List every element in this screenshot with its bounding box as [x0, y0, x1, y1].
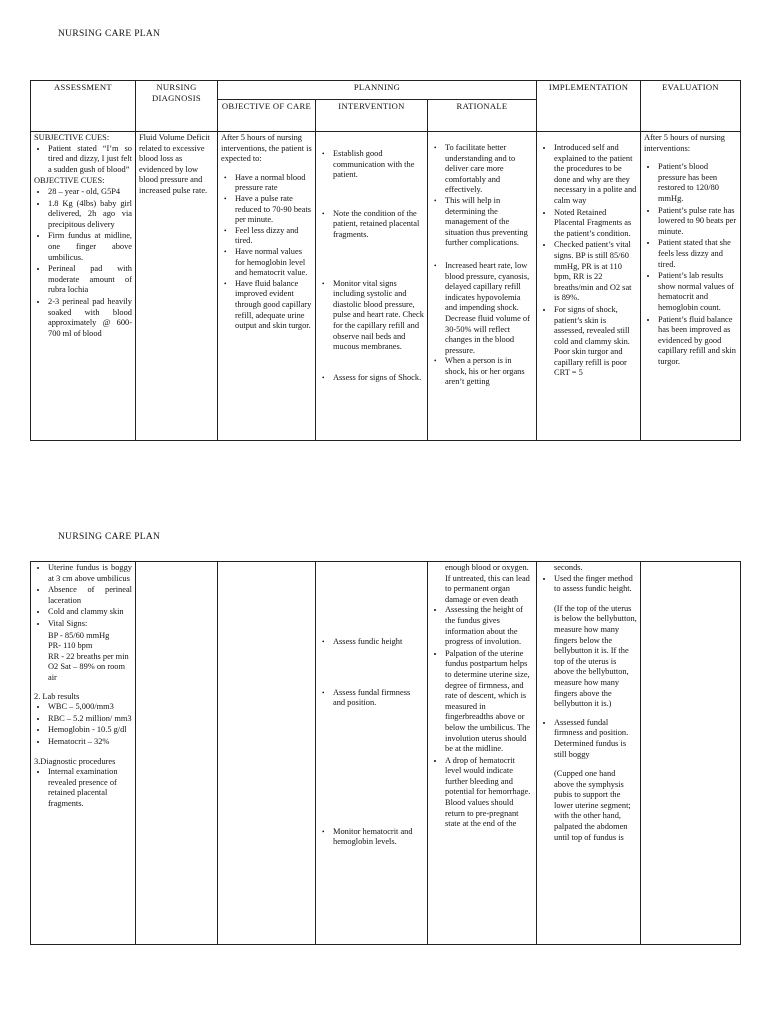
rationale-continued-text: enough blood or oxygen. If untreated, this can lead to permanent organ damage or even death: [445, 563, 530, 604]
implementation-continued-text: seconds.: [554, 563, 583, 572]
list-item: • Hemoglobin - 10.5 g/dl: [48, 725, 132, 736]
list-item: • Have a normal blood pressure rate: [235, 173, 312, 194]
list-item: • Used the finger method to assess fundic height.: [554, 574, 637, 595]
header-nursing-diagnosis: NURSING DIAGNOSIS: [136, 81, 218, 132]
list-item: • Assess for signs of Shock.: [333, 373, 424, 384]
list-item: • Patient stated that she feels less dizzy and tired.: [658, 238, 737, 270]
list-item: • When a person is in shock, his or her organs aren’t getting: [445, 356, 533, 388]
list-item: • This will help in determining the management of the situation thus preventing further complications.: [445, 196, 533, 249]
page-title: NURSING CARE PLAN: [58, 532, 161, 542]
list-item: • Patient’s fluid balance has been improved as evidenced by good capillary refill and skin turgor.: [658, 315, 737, 368]
objective-cues-label: OBJECTIVE CUES:: [34, 176, 105, 186]
implementation-cell: [537, 562, 641, 945]
intervention-cell: [316, 562, 428, 945]
care-plan-table-continued: [30, 561, 741, 945]
intervention-cell: [316, 132, 428, 441]
list-item: • Noted Retained Placental Fragments as the patient’s condition.: [554, 208, 637, 240]
list-item: • Monitor hematocrit and hemoglobin levels.: [333, 827, 424, 848]
vital-signs-values: [34, 631, 132, 684]
intervention-list: [319, 149, 424, 383]
list-item: • 1.8 Kg (4lbs) baby girl delivered, 2h ago via precipitous delivery: [48, 199, 132, 231]
header-objective-of-care: OBJECTIVE OF CARE: [218, 100, 316, 132]
nursing-diagnosis-text: Fluid Volume Deficit related to excessive blood loss as evidenced by low blood pressure and increased pulse rate.: [139, 133, 210, 195]
list-item: • Checked patient’s vital signs. BP is still 85/60 mmHg, PR is at 110 bpm, RR is 22 breaths/min and O2 sat is 89%.: [554, 240, 637, 304]
list-item: • Increased heart rate, low blood pressure, cyanosis, delayed capillary refill indicates hypovolemia and impending shock. Decrease fluid volume of 30-50% will reflect changes in the blood pressure.: [445, 261, 533, 356]
diagnostic-procedures-list: [34, 767, 132, 809]
implementation-note: (Cupped one hand above the symphysis pubis to support the lower uterine segment; with the other hand, palpated the abdomen until top of fundus is: [554, 769, 631, 842]
list-item: • A drop of hematocrit level would indicate further bleeding and potential for hemorrhage. Blood values should return to pre-pregnant state at the end of the: [445, 756, 533, 830]
evaluation-intro: After 5 hours of nursing interventions:: [644, 133, 725, 153]
list-item: • For signs of shock, patient’s skin is assessed, revealed still cold and clammy skin. Poor skin turgor and capillary refill is poor CRT = 5: [554, 305, 637, 379]
list-item: • Feel less dizzy and tired.: [235, 226, 312, 247]
list-item: • Assessing the height of the fundus gives information about the progress of involution.: [445, 605, 533, 647]
vital-sign: O2 Sat – 89% on room air: [48, 662, 125, 682]
evaluation-list: [644, 162, 737, 367]
list-item: • Assessed fundal firmness and position. Determined fundus is still boggy: [554, 718, 637, 760]
diagnostic-procedures-heading: 3.Diagnostic procedures: [34, 756, 116, 766]
intervention-list: [319, 637, 424, 848]
header-evaluation: EVALUATION: [641, 81, 741, 132]
list-item: • Internal examination revealed presence of retained placental fragments.: [48, 767, 132, 809]
nursing-diagnosis-cell: [136, 132, 218, 441]
assessment-list: [34, 563, 132, 630]
assessment-cell: [31, 132, 136, 441]
list-item: • Patient’s blood pressure has been restored to 120/80 mmHg.: [658, 162, 737, 204]
list-item: • Have fluid balance improved evident through good capillary refill, adequate urine output and skin turgor.: [235, 279, 312, 332]
header-implementation: IMPLEMENTATION: [537, 81, 641, 132]
vital-sign: PR- 110 bpm: [48, 641, 93, 651]
rationale-list: [431, 605, 533, 829]
list-item: • Note the condition of the patient, retained placental fragments.: [333, 209, 424, 241]
list-item: • Absence of perineal laceration: [48, 585, 132, 606]
list-item: • Have a pulse rate reduced to 70-90 beats per minute.: [235, 194, 312, 226]
subjective-cues-list: [34, 144, 132, 176]
list-item: • Firm fundus at midline, one finger above umbilicus.: [48, 231, 132, 263]
list-item: • Monitor vital signs including systolic and diastolic blood pressure, pulse and heart rate. Check for the capillary refill and observe nail beds and mucous membranes.: [333, 279, 424, 353]
list-item: • Hematocrit – 32%: [48, 737, 132, 748]
rationale-cell: [428, 562, 537, 945]
list-item: • Palpation of the uterine fundus postpartum helps to determine uterine size, degree of firmness, and rate of descent, which is measured in fingerbreadths above or below the umbilicus. The involution uterus should be at the midline.: [445, 649, 533, 755]
rationale-list: [431, 143, 533, 388]
list-item: • Have normal values for hemoglobin level and hematocrit value.: [235, 247, 312, 279]
evaluation-cell: [641, 562, 741, 945]
objective-list: [221, 173, 312, 332]
header-assessment: ASSESSMENT: [31, 81, 136, 132]
list-item: • 2-3 perineal pad heavily soaked with blood approximately @ 600-700 ml of blood: [48, 297, 132, 339]
nursing-diagnosis-cell: [136, 562, 218, 945]
list-item: • Patient’s lab results show normal values of hematocrit and hemoglobin count.: [658, 271, 737, 313]
list-item: • Assess fundic height: [333, 637, 424, 648]
list-item: • Establish good communication with the patient.: [333, 149, 424, 181]
assessment-cell: [31, 562, 136, 945]
objective-cues-list: [34, 187, 132, 339]
header-planning: PLANNING: [218, 81, 537, 100]
list-item: • Perineal pad with moderate amount of rubra lochia: [48, 264, 132, 296]
subjective-cues-label: SUBJECTIVE CUES:: [34, 133, 110, 142]
implementation-note: (If the top of the uterus is below the bellybutton, measure how many fingers below the bellybutton it is. If the top of the uterus is above the bellybutton, measure how many fingers above the bellybutton it is.): [554, 603, 637, 709]
care-plan-table: [30, 80, 741, 441]
header-rationale: RATIONALE: [428, 100, 537, 132]
list-item: • Cold and clammy skin: [48, 607, 132, 618]
implementation-list: [540, 574, 637, 595]
vital-sign: RR - 22 breaths per min: [48, 651, 129, 661]
list-item: • 28 – year - old, G5P4: [48, 187, 132, 198]
list-item: • To facilitate better understanding and to deliver care more comfortably and effectively.: [445, 143, 533, 196]
evaluation-cell: [641, 132, 741, 441]
implementation-cell: [537, 132, 641, 441]
list-item: • Assess fundal firmness and position.: [333, 688, 424, 709]
list-item: • WBC – 5,000/mm3: [48, 702, 132, 713]
lab-results-heading: 2. Lab results: [34, 691, 80, 701]
objective-of-care-cell: [218, 132, 316, 441]
implementation-list: [540, 143, 637, 379]
rationale-cell: [428, 132, 537, 441]
list-item: • Patient’s pulse rate has lowered to 90 beats per minute.: [658, 206, 737, 238]
list-item: • Uterine fundus is boggy at 3 cm above umbilicus: [48, 563, 132, 584]
header-intervention: INTERVENTION: [316, 100, 428, 132]
page-title: NURSING CARE PLAN: [58, 29, 161, 39]
list-item: • Introduced self and explained to the patient the procedures to be done and why are they necessary in a polite and calm way: [554, 143, 637, 207]
list-item: • Patient stated “I’m so tired and dizzy, I just felt a sudden gush of blood”: [48, 144, 132, 176]
list-item: • Vital Signs:: [48, 619, 132, 630]
objective-intro: After 5 hours of nursing interventions, the patient is expected to:: [221, 133, 312, 164]
list-item: • RBC – 5.2 million/ mm3: [48, 714, 132, 725]
lab-results-list: [34, 702, 132, 747]
objective-of-care-cell: [218, 562, 316, 945]
implementation-list: [540, 718, 637, 760]
vital-sign: BP - 85/60 mmHg: [48, 630, 110, 640]
